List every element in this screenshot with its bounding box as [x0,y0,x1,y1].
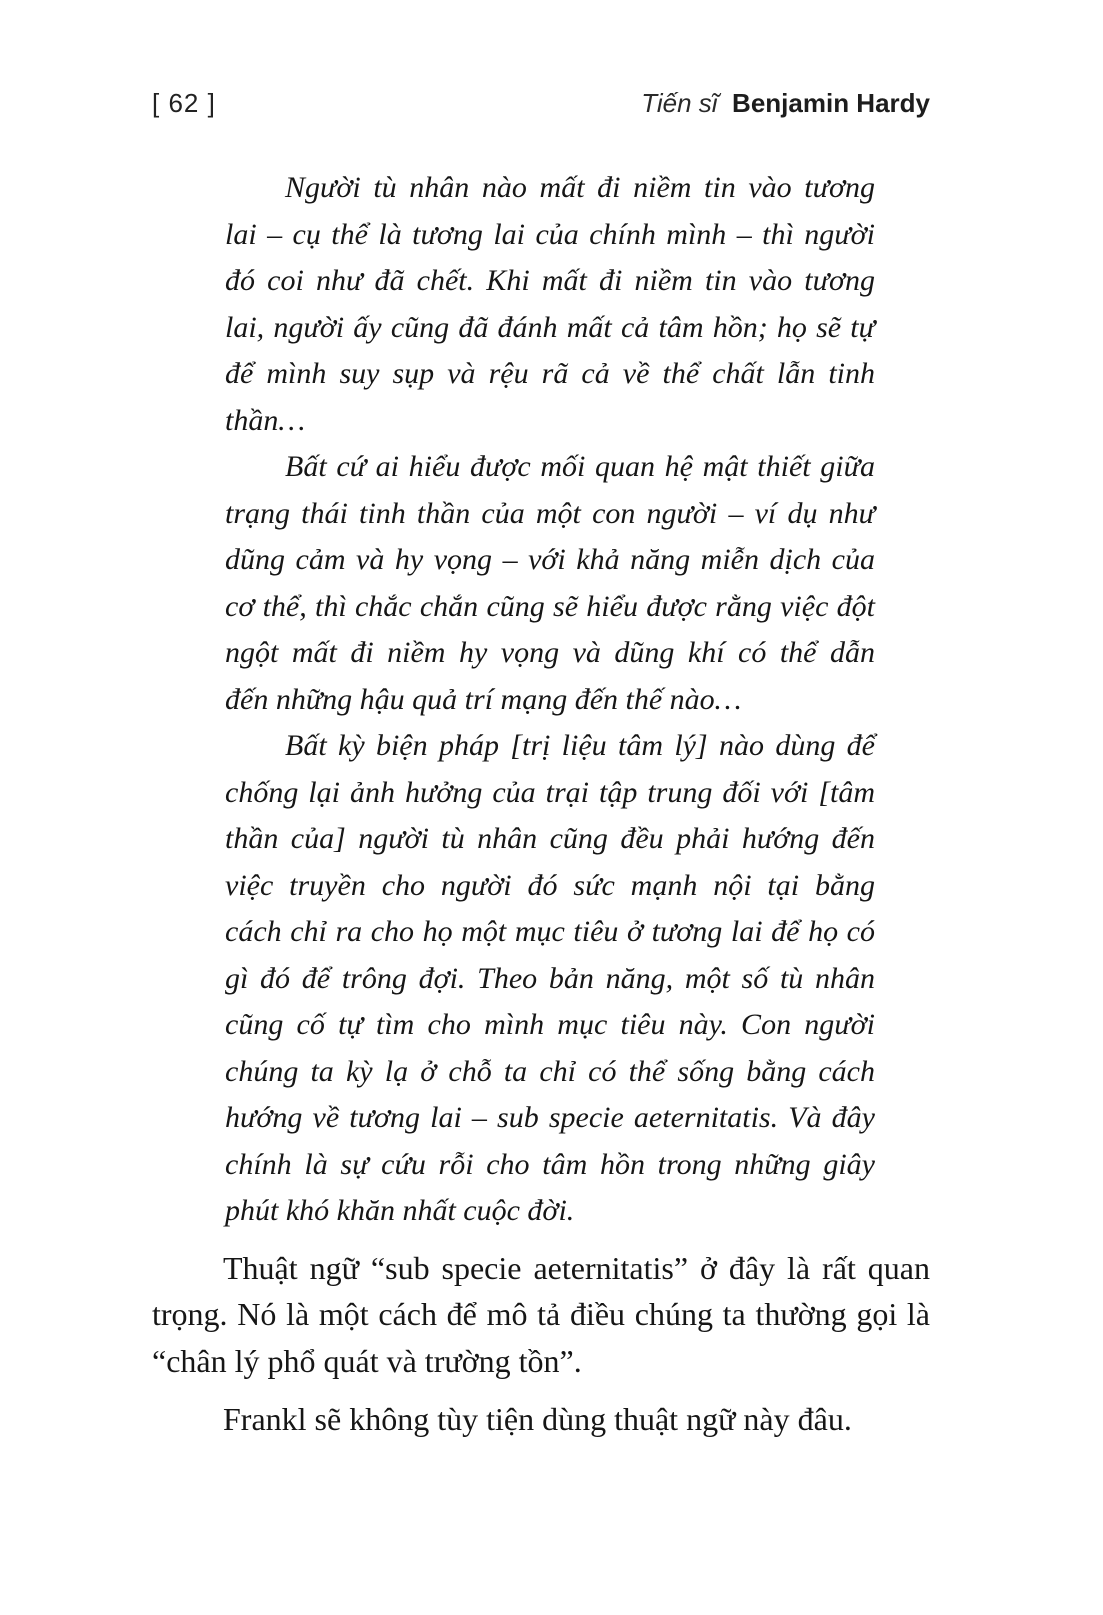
author-name: Benjamin Hardy [732,88,930,118]
text-line: để mình suy sụp và rệu rã cả về thể chất lẫn tinh [225,357,875,390]
text-line: Bất cứ ai hiểu được mối quan hệ mật thiết giữa [285,450,875,483]
text-line: chính là sự cứu rỗi cho tâm hồn trong những giây [225,1147,875,1181]
text-line: Frankl sẽ không tùy tiện dùng thuật ngữ này đâu. [223,1401,852,1437]
text-line: gì đó để trông đợi. Theo bản năng, một số tù nhân [225,961,875,995]
text-line: chúng ta kỳ lạ ở chỗ ta chỉ có thể sống bằng cách [225,1054,875,1088]
text-line: phút khó khăn nhất cuộc đời. [225,1194,575,1227]
text-line: cũng cố tự tìm cho mình mục tiêu này. Con người [225,1008,875,1041]
author-title-prefix: Tiến sĩ [641,88,718,118]
page-number: [ 62 ] [152,88,216,118]
text-line: cách chỉ ra cho họ một mục tiêu ở tương lai để họ có [225,915,875,948]
body-paragraphs [152,1245,930,1443]
block-quote [225,165,875,1235]
paragraph [225,723,875,1235]
running-head-space [725,88,732,118]
text-line: hướng về tương lai – sub specie aeternitatis. Và đây [225,1101,875,1134]
text-line: dũng cảm và hy vọng – với khả năng miễn dịch của [225,543,875,576]
text-line: lai, người ấy cũng đã đánh mất cả tâm hồn; họ sẽ tự [225,310,875,344]
text-line: trạng thái tinh thần của một con người – ví dụ như [225,496,875,530]
text-line: Bất kỳ biện pháp [trị liệu tâm lý] nào dùng để [285,729,875,762]
text-line: Thuật ngữ “sub specie aeternitatis” ở đây là rất quan [223,1249,930,1286]
paragraph [152,1396,930,1443]
text-line: thần của] người tù nhân cũng đều phải hướng đến [225,822,875,855]
text-line: đó coi như đã chết. Khi mất đi niềm tin vào tương [225,264,875,297]
text-line: ngột mất đi niềm hy vọng và dũng khí có thể dẫn [225,636,875,669]
text-line: cơ thể, thì chắc chắn cũng sẽ hiểu được rằng việc đột [225,589,875,623]
text-line: “chân lý phổ quát và trường tồn”. [152,1342,582,1379]
text-line: Người tù nhân nào mất đi niềm tin vào tương [285,171,875,204]
text-line: lai – cụ thể là tương lai của chính mình – thì người [225,217,875,251]
text-line: thần… [225,403,306,437]
text-line: đến những hậu quả trí mạng đến thế nào… [225,682,742,716]
page-body [152,165,930,1443]
page-header [152,88,930,119]
paragraph [225,165,875,444]
paragraph [225,444,875,723]
text-line: chống lại ảnh hưởng của trại tập trung đối với [tâm [225,775,875,809]
paragraph [152,1245,930,1385]
running-head [641,88,930,119]
text-line: việc truyền cho người đó sức mạnh nội tại bằng [225,868,875,902]
text-line: trọng. Nó là một cách để mô tả điều chúng ta thường gọi là [152,1296,930,1332]
